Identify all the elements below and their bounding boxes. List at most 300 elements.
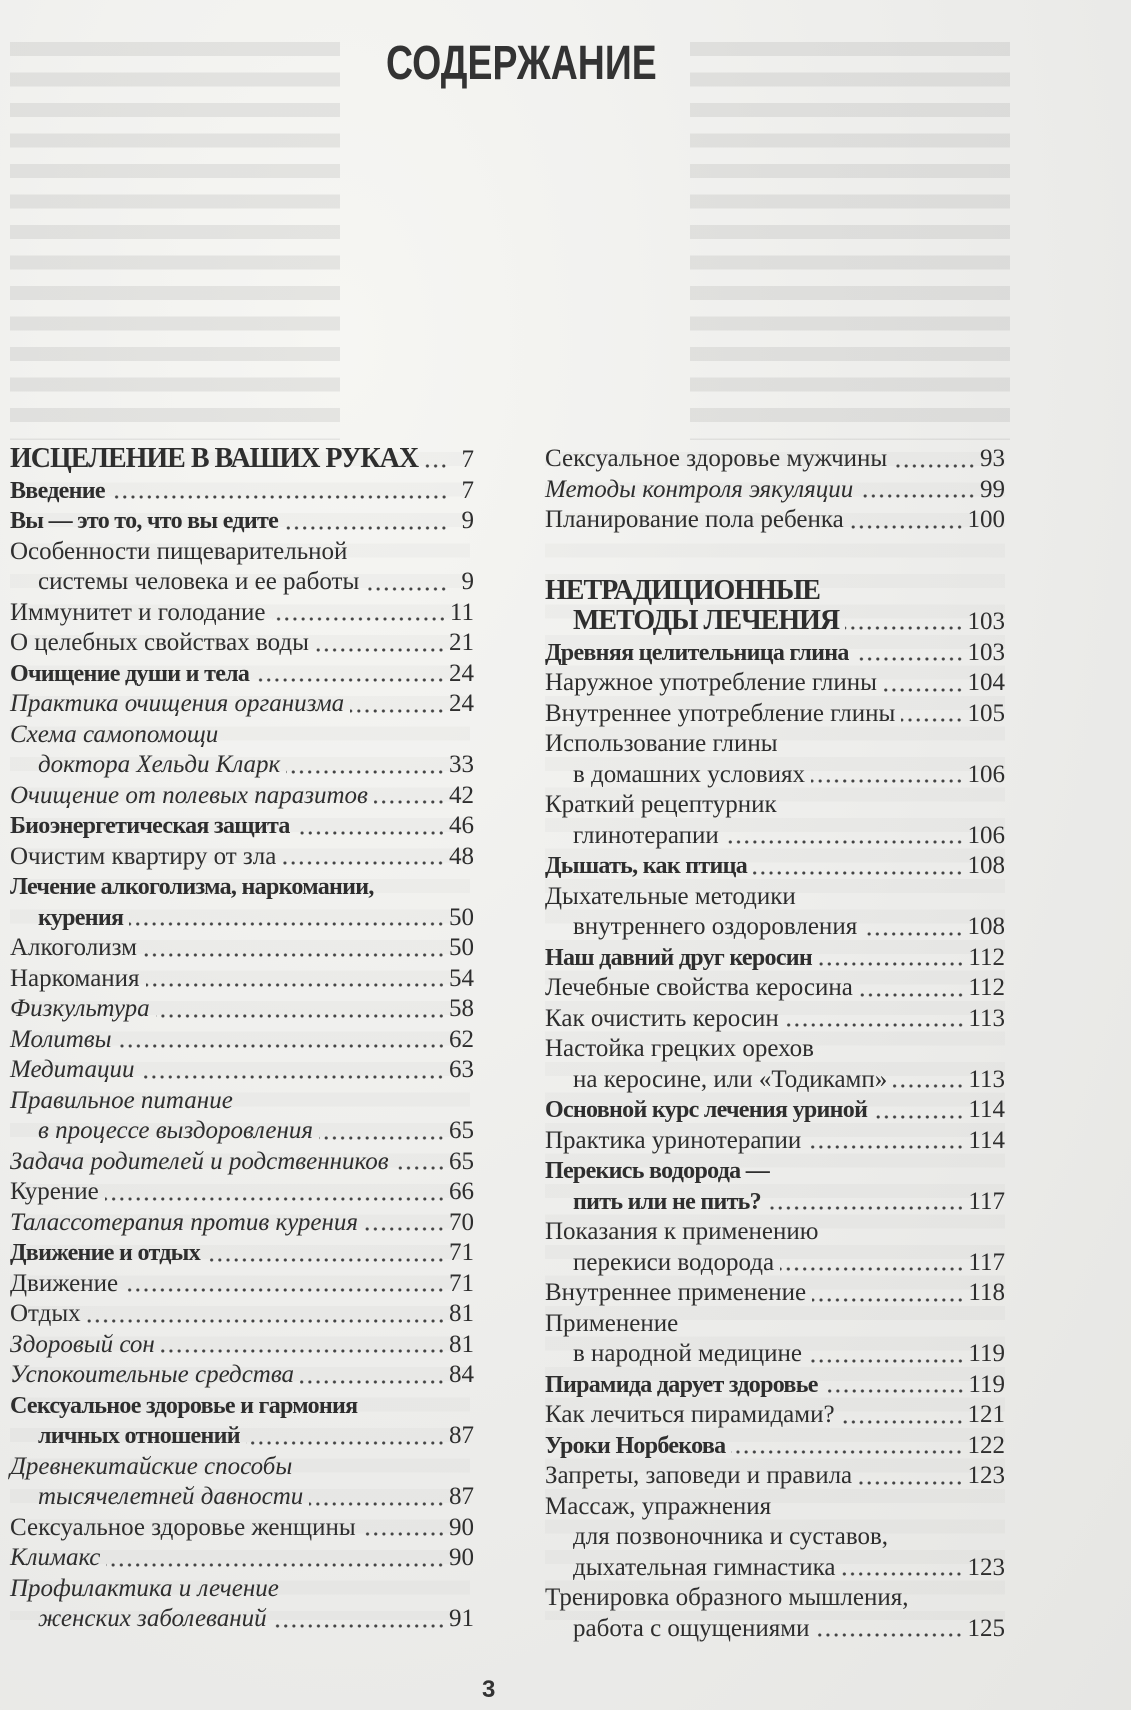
toc-entry-title: Иммунитет и голодание xyxy=(10,598,266,626)
toc-entry-line xyxy=(545,1187,1005,1218)
toc-entry-line xyxy=(10,598,474,629)
toc-entry[interactable] xyxy=(10,720,474,781)
toc-entry-line xyxy=(10,1116,474,1147)
toc-entry[interactable] xyxy=(10,506,474,537)
dot-leader xyxy=(255,659,445,690)
dot-leader xyxy=(850,505,964,536)
toc-page-number: 123 xyxy=(967,1553,1005,1581)
toc-entry-line xyxy=(10,628,474,659)
toc-entry-line xyxy=(545,1431,1005,1462)
toc-entry-title: Медитации xyxy=(10,1056,135,1083)
dot-leader xyxy=(143,933,445,964)
toc-entry[interactable] xyxy=(10,1147,474,1178)
toc-entry-line xyxy=(545,912,1005,943)
toc-page-number: 105 xyxy=(967,699,1005,727)
dot-leader xyxy=(780,1248,964,1279)
toc-entry-line xyxy=(545,1492,1005,1523)
toc-entry-line xyxy=(10,1086,474,1117)
toc-entry-title: Алкоголизм xyxy=(10,934,137,961)
toc-entry-line xyxy=(10,750,474,781)
toc-entry-line xyxy=(10,1574,474,1605)
dot-leader xyxy=(315,628,445,659)
toc-page-number: 114 xyxy=(968,1096,1005,1123)
toc-entry-title: Очищение души и тела xyxy=(10,660,250,687)
dot-leader xyxy=(87,1299,445,1330)
toc-page-number: 54 xyxy=(449,964,474,992)
toc-entry[interactable] xyxy=(545,729,1005,790)
toc-entry[interactable] xyxy=(10,598,474,629)
toc-entry[interactable] xyxy=(545,699,1005,730)
dot-leader xyxy=(395,1147,445,1178)
dot-leader xyxy=(841,1400,964,1431)
toc-page-number: 113 xyxy=(968,1004,1005,1032)
toc-entry-line xyxy=(545,851,1005,882)
toc-entry-title: Как очистить керосин xyxy=(545,1004,779,1032)
dot-leader xyxy=(841,1553,963,1584)
toc-entry[interactable] xyxy=(545,790,1005,851)
dot-leader xyxy=(284,506,448,537)
toc-entry-title: О целебных свойствах воды xyxy=(10,629,309,656)
toc-page-number: 66 xyxy=(449,1178,474,1205)
toc-entry-line xyxy=(10,1452,474,1483)
toc-page-number: 70 xyxy=(449,1208,474,1236)
dot-leader xyxy=(893,1065,964,1096)
toc-entry-line xyxy=(545,943,1005,974)
toc-page-number: 119 xyxy=(968,1340,1005,1367)
toc-entry-title: Введение xyxy=(10,477,105,504)
toc-entry[interactable] xyxy=(10,1513,474,1544)
toc-entry-line xyxy=(10,933,474,964)
dot-leader xyxy=(140,1055,445,1086)
toc-entry[interactable] xyxy=(545,1431,1005,1462)
toc-page-number: 91 xyxy=(449,1605,474,1632)
toc-entry-title: Внутреннее применение xyxy=(545,1279,807,1306)
toc-page-number: 7 xyxy=(461,476,474,504)
page-title: СОДЕРЖАНИЕ xyxy=(386,37,657,90)
dot-leader xyxy=(156,994,445,1025)
toc-page-number: 122 xyxy=(967,1431,1005,1459)
dot-leader xyxy=(350,689,445,720)
toc-entry-title: Пирамида дарует здоровье xyxy=(545,1371,818,1398)
toc-page-number: 119 xyxy=(968,1370,1005,1398)
toc-entry-title: Лечение алкоголизма, наркомании, xyxy=(10,874,374,900)
toc-entry-title: Как лечиться пирамидами? xyxy=(545,1401,835,1428)
toc-entry-line xyxy=(545,973,1005,1004)
dot-leader xyxy=(901,699,963,730)
toc-entry-title: Древнекитайские способы xyxy=(10,1452,293,1480)
toc-entry-title: Методы контроля эякуляции xyxy=(545,475,854,503)
dot-leader xyxy=(808,1339,964,1370)
toc-entry-title: Сексуальное здоровье и гармония xyxy=(10,1392,358,1419)
toc-entry[interactable] xyxy=(545,1156,1005,1217)
toc-entry-line xyxy=(10,476,474,507)
dot-leader xyxy=(246,1421,445,1452)
toc-entry-title: Основной курс лечения уриной xyxy=(545,1097,868,1123)
toc-entry-title: Сексуальное здоровье мужчины xyxy=(545,445,888,472)
toc-entry-title: Успокоительные средства xyxy=(10,1361,295,1388)
toc-entry-title: Применение xyxy=(545,1309,679,1337)
toc-entry-line xyxy=(545,1461,1005,1492)
toc-entry[interactable] xyxy=(545,1583,1005,1644)
toc-entry[interactable] xyxy=(545,1370,1005,1401)
toc-page-number: 118 xyxy=(968,1279,1005,1306)
toc-page-number: 99 xyxy=(980,475,1005,503)
toc-page-number: 63 xyxy=(449,1056,474,1083)
dot-leader xyxy=(807,1126,964,1157)
dot-leader xyxy=(111,476,448,507)
toc-entry-line xyxy=(545,606,1005,638)
toc-entry-line xyxy=(10,842,474,873)
toc-entry[interactable] xyxy=(545,576,1005,638)
toc-entry-title: курения xyxy=(38,904,124,931)
toc-entry-title: Древняя целительница глина xyxy=(545,639,849,666)
toc-entry-line xyxy=(10,1360,474,1391)
toc-entry-line xyxy=(545,444,1005,475)
toc-entry[interactable] xyxy=(10,1330,474,1361)
dot-leader xyxy=(105,1177,445,1208)
toc-entry-line xyxy=(545,1339,1005,1370)
toc-page-number: 106 xyxy=(967,760,1005,788)
toc-page-number: 114 xyxy=(968,1126,1005,1154)
toc-entry[interactable] xyxy=(545,1034,1005,1095)
toc-entry-title: для позвоночника и суставов, xyxy=(573,1523,889,1550)
toc-entry[interactable] xyxy=(545,1126,1005,1157)
toc-entry-line xyxy=(545,1217,1005,1248)
toc-page-number: 100 xyxy=(967,506,1005,533)
toc-entry[interactable] xyxy=(545,505,1005,536)
toc-entry-title: Показания к применению xyxy=(545,1218,819,1245)
dot-leader xyxy=(873,1095,964,1126)
toc-page-number: 108 xyxy=(967,852,1005,879)
dot-leader xyxy=(753,851,963,882)
toc-entry-title: перекиси водорода xyxy=(573,1248,775,1276)
toc-entry[interactable] xyxy=(10,1208,474,1239)
toc-page-number: 9 xyxy=(461,568,474,595)
toc-entry-title: Запреты, заповеди и правила xyxy=(545,1462,853,1489)
toc-entry-title: Задача родителей и родственников xyxy=(10,1147,389,1175)
toc-entry[interactable] xyxy=(10,994,474,1025)
toc-entry[interactable] xyxy=(10,1299,474,1330)
dot-leader xyxy=(272,598,446,629)
toc-entry-title: Наружное употребление глины xyxy=(545,669,877,696)
toc-entry[interactable] xyxy=(10,1391,474,1452)
toc-entry-line xyxy=(10,1299,474,1330)
toc-entry-line xyxy=(10,1330,474,1361)
toc-entry-title: Уроки Норбекова xyxy=(545,1432,726,1459)
toc-entry-line xyxy=(10,506,474,537)
toc-entry-line xyxy=(10,1177,474,1208)
toc-entry[interactable] xyxy=(545,1400,1005,1431)
toc-entry[interactable] xyxy=(10,628,474,659)
toc-page-number: 90 xyxy=(449,1513,474,1541)
toc-column-left xyxy=(10,444,474,1635)
toc-entry[interactable] xyxy=(10,1086,474,1147)
toc-page-number: 84 xyxy=(449,1361,474,1388)
toc-page-number: 46 xyxy=(449,812,474,839)
toc-entry-title: Отдых xyxy=(10,1300,81,1327)
dot-leader xyxy=(855,638,964,669)
toc-entry-line xyxy=(545,576,1005,607)
toc-entry-title: Планирование пола ребенка xyxy=(545,506,844,533)
toc-entry[interactable] xyxy=(10,537,474,598)
toc-entry[interactable] xyxy=(545,851,1005,882)
toc-entry-title: Биоэнергетическая защита xyxy=(10,813,290,839)
toc-entry-title: в народной медицине xyxy=(573,1340,802,1367)
toc-entry[interactable] xyxy=(10,1543,474,1574)
toc-entry[interactable] xyxy=(10,964,474,995)
dot-leader xyxy=(319,1116,445,1147)
dot-leader xyxy=(273,1604,445,1635)
toc-entry[interactable] xyxy=(10,1360,474,1391)
toc-entry[interactable] xyxy=(545,1461,1005,1492)
toc-entry[interactable] xyxy=(10,1269,474,1300)
dot-leader xyxy=(845,606,963,637)
toc-column-right xyxy=(545,444,1005,1644)
toc-entry[interactable] xyxy=(545,668,1005,699)
dot-leader xyxy=(300,1360,445,1391)
toc-entry-title: Климакс xyxy=(10,1544,101,1571)
toc-entry-title: ИСЦЕЛЕНИЕ В ВАШИХ РУКАХ xyxy=(10,443,419,474)
dot-leader xyxy=(725,821,964,852)
toc-entry-title: дыхательная гимнастика xyxy=(573,1553,836,1581)
toc-entry[interactable] xyxy=(10,1238,474,1269)
toc-entry-line xyxy=(545,1065,1005,1096)
dot-leader xyxy=(811,760,963,791)
dot-leader xyxy=(785,1004,965,1035)
toc-entry-title: Очистим квартиру от зла xyxy=(10,842,277,870)
toc-entry-title: Профилактика и лечение xyxy=(10,1574,279,1602)
toc-page-number: 117 xyxy=(968,1248,1005,1276)
toc-entry-title: Массаж, упражнения xyxy=(545,1492,772,1520)
toc-entry-title: Практика уринотерапии xyxy=(545,1126,802,1154)
toc-page-number: 87 xyxy=(449,1422,474,1449)
dot-leader xyxy=(124,1269,445,1300)
dot-leader xyxy=(364,1208,445,1239)
toc-entry-title: Перекись водорода — xyxy=(545,1158,770,1184)
toc-entry-line xyxy=(10,811,474,842)
toc-page-number: 33 xyxy=(449,751,474,778)
toc-entry-line xyxy=(545,1522,1005,1553)
toc-entry-title: в процессе выздоровления xyxy=(38,1117,314,1144)
toc-entry-title: НЕТРАДИЦИОННЫЕ xyxy=(545,574,820,606)
toc-page-number: 113 xyxy=(968,1065,1005,1093)
dot-leader xyxy=(374,781,445,812)
dot-leader xyxy=(161,1330,445,1361)
dot-leader xyxy=(286,750,445,781)
toc-page-number: 106 xyxy=(967,821,1005,849)
toc-entry-title: доктора Хельди Кларк xyxy=(38,751,281,778)
toc-entry-title: Очищение от полевых паразитов xyxy=(10,781,368,809)
toc-entry-line xyxy=(545,475,1005,506)
toc-entry-line xyxy=(10,720,474,751)
toc-entry-title: Молитвы xyxy=(10,1025,112,1053)
dot-leader xyxy=(362,1513,445,1544)
toc-page-number: 123 xyxy=(967,1462,1005,1489)
dot-leader xyxy=(106,1543,445,1574)
toc-page-number: 71 xyxy=(449,1269,474,1297)
toc-page-number: 108 xyxy=(967,913,1005,940)
toc-entry[interactable] xyxy=(10,476,474,507)
toc-entry-line xyxy=(10,903,474,934)
toc-entry[interactable] xyxy=(10,781,474,812)
toc-page-number: 58 xyxy=(449,995,474,1022)
toc-entry[interactable] xyxy=(10,1452,474,1513)
toc-entry-line xyxy=(545,1248,1005,1279)
toc-entry-title: Особенности пищеварительной xyxy=(10,537,348,565)
toc-entry-line xyxy=(10,659,474,690)
dot-leader xyxy=(365,567,448,598)
toc-entry-title: в домашних условиях xyxy=(573,760,806,788)
toc-entry[interactable] xyxy=(10,1055,474,1086)
toc-entry[interactable] xyxy=(10,659,474,690)
toc-entry-line xyxy=(545,699,1005,730)
toc-page-number: 42 xyxy=(449,781,474,809)
toc-entry-line xyxy=(10,1543,474,1574)
toc-entry[interactable] xyxy=(10,689,474,720)
toc-entry-line xyxy=(545,1126,1005,1157)
toc-entry-title: Схема самопомощи xyxy=(10,720,219,748)
toc-entry-line xyxy=(10,1513,474,1544)
toc-entry[interactable] xyxy=(545,1217,1005,1278)
toc-page-number: 50 xyxy=(449,934,474,961)
toc-page-number: 87 xyxy=(449,1483,474,1510)
toc-page-number: 112 xyxy=(968,974,1005,1001)
toc-entry-title: Талассотерапия против курения xyxy=(10,1208,359,1236)
dot-leader xyxy=(309,1482,445,1513)
toc-entry[interactable] xyxy=(10,842,474,873)
toc-entry-title: глинотерапии xyxy=(573,821,719,849)
dot-leader xyxy=(812,1278,964,1309)
toc-entry-line xyxy=(545,1034,1005,1065)
dot-leader xyxy=(815,1614,963,1645)
toc-entry-title: Наш давний друг керосин xyxy=(545,944,813,971)
toc-entry-line xyxy=(10,1208,474,1239)
dot-leader xyxy=(206,1238,445,1269)
toc-page-number: 48 xyxy=(449,842,474,870)
toc-entry-title: на керосине, или «Тодикамп» xyxy=(573,1065,888,1093)
toc-entry-line xyxy=(10,1482,474,1513)
toc-entry[interactable] xyxy=(10,1025,474,1056)
bleed-through-texture xyxy=(690,30,1010,440)
toc-entry-line xyxy=(545,1553,1005,1584)
toc-page-number: 11 xyxy=(449,598,474,626)
toc-page-number: 65 xyxy=(449,1147,474,1175)
dot-leader xyxy=(767,1187,964,1218)
toc-entry[interactable] xyxy=(545,943,1005,974)
toc-entry-line xyxy=(545,505,1005,536)
toc-entry-line xyxy=(10,537,474,568)
toc-page-number: 103 xyxy=(967,608,1005,635)
dot-leader xyxy=(824,1370,965,1401)
toc-page-number: 65 xyxy=(449,1117,474,1144)
toc-page-number: 7 xyxy=(461,446,474,473)
toc-entry[interactable] xyxy=(545,475,1005,506)
dot-leader xyxy=(424,444,448,475)
toc-page-number: 62 xyxy=(449,1025,474,1053)
toc-entry-title: Лечебные свойства керосина xyxy=(545,974,853,1001)
toc-entry[interactable] xyxy=(10,872,474,933)
toc-entry-title: Вы — это то, что вы едите xyxy=(10,508,279,534)
toc-page-number: 117 xyxy=(968,1187,1005,1215)
toc-entry[interactable] xyxy=(545,1492,1005,1584)
toc-entry-title: Внутреннее употребление глины xyxy=(545,699,896,727)
toc-entry[interactable] xyxy=(10,1574,474,1635)
toc-entry-line xyxy=(10,444,474,476)
toc-entry-line xyxy=(545,821,1005,852)
toc-entry-line xyxy=(10,994,474,1025)
dot-leader xyxy=(129,903,445,934)
toc-entry[interactable] xyxy=(10,444,474,476)
toc-entry-title: Курение xyxy=(10,1178,99,1205)
toc-entry-title: Дышать, как птица xyxy=(545,853,748,879)
toc-entry-line xyxy=(545,1004,1005,1035)
dot-leader xyxy=(863,912,963,943)
toc-entry-title: Практика очищения организма xyxy=(10,690,345,717)
toc-entry-line xyxy=(545,760,1005,791)
toc-entry[interactable] xyxy=(545,882,1005,943)
dot-leader xyxy=(118,1025,445,1056)
toc-entry[interactable] xyxy=(545,1004,1005,1035)
toc-entry[interactable] xyxy=(545,638,1005,669)
toc-page-number: 50 xyxy=(449,903,474,931)
toc-page-number: 103 xyxy=(967,638,1005,666)
toc-entry[interactable] xyxy=(10,1177,474,1208)
toc-entry-line xyxy=(10,1391,474,1422)
toc-entry-title: Физкультура xyxy=(10,995,150,1022)
toc-entry-line xyxy=(10,567,474,598)
toc-entry-title: внутреннего оздоровления xyxy=(573,913,858,940)
toc-page-number: 112 xyxy=(968,943,1005,971)
toc-entry-title: Тренировка образного мышления, xyxy=(545,1584,909,1611)
toc-entry-line xyxy=(10,1055,474,1086)
toc-entry[interactable] xyxy=(10,933,474,964)
toc-entry-title: Наркомания xyxy=(10,964,140,992)
toc-entry[interactable] xyxy=(545,1309,1005,1370)
toc-entry-title: пить или не пить? xyxy=(573,1188,761,1215)
bleed-through-texture xyxy=(10,30,340,440)
toc-entry-title: Движение и отдых xyxy=(10,1240,201,1266)
dot-leader xyxy=(296,811,445,842)
toc-entry-line xyxy=(10,1025,474,1056)
toc-entry[interactable] xyxy=(545,444,1005,475)
toc-page-number: 21 xyxy=(449,629,474,656)
toc-entry-line xyxy=(545,638,1005,669)
toc-entry-line xyxy=(10,964,474,995)
toc-entry[interactable] xyxy=(545,1278,1005,1309)
page-number: 3 xyxy=(482,1676,496,1703)
dot-leader xyxy=(883,668,964,699)
toc-entry-line xyxy=(545,668,1005,699)
toc-page-number: 125 xyxy=(967,1614,1005,1642)
toc-entry-title: Краткий рецептурник xyxy=(545,791,777,818)
toc-entry[interactable] xyxy=(545,973,1005,1004)
toc-entry-title: Движение xyxy=(10,1269,119,1297)
toc-entry[interactable] xyxy=(545,1095,1005,1126)
toc-entry-title: Дыхательные методики xyxy=(545,882,796,910)
toc-page-number: 71 xyxy=(449,1239,474,1266)
toc-entry-line xyxy=(545,790,1005,821)
dot-leader xyxy=(731,1431,963,1462)
toc-entry-line xyxy=(545,1309,1005,1340)
dot-leader xyxy=(818,943,964,974)
toc-entry[interactable] xyxy=(10,811,474,842)
toc-entry-title: МЕТОДЫ ЛЕЧЕНИЯ xyxy=(573,605,840,636)
toc-entry-title: женских заболеваний xyxy=(38,1605,267,1632)
toc-entry-line xyxy=(545,729,1005,760)
toc-entry-title: Настойка грецких орехов xyxy=(545,1035,814,1062)
toc-entry-line xyxy=(10,781,474,812)
dot-leader xyxy=(893,444,976,475)
